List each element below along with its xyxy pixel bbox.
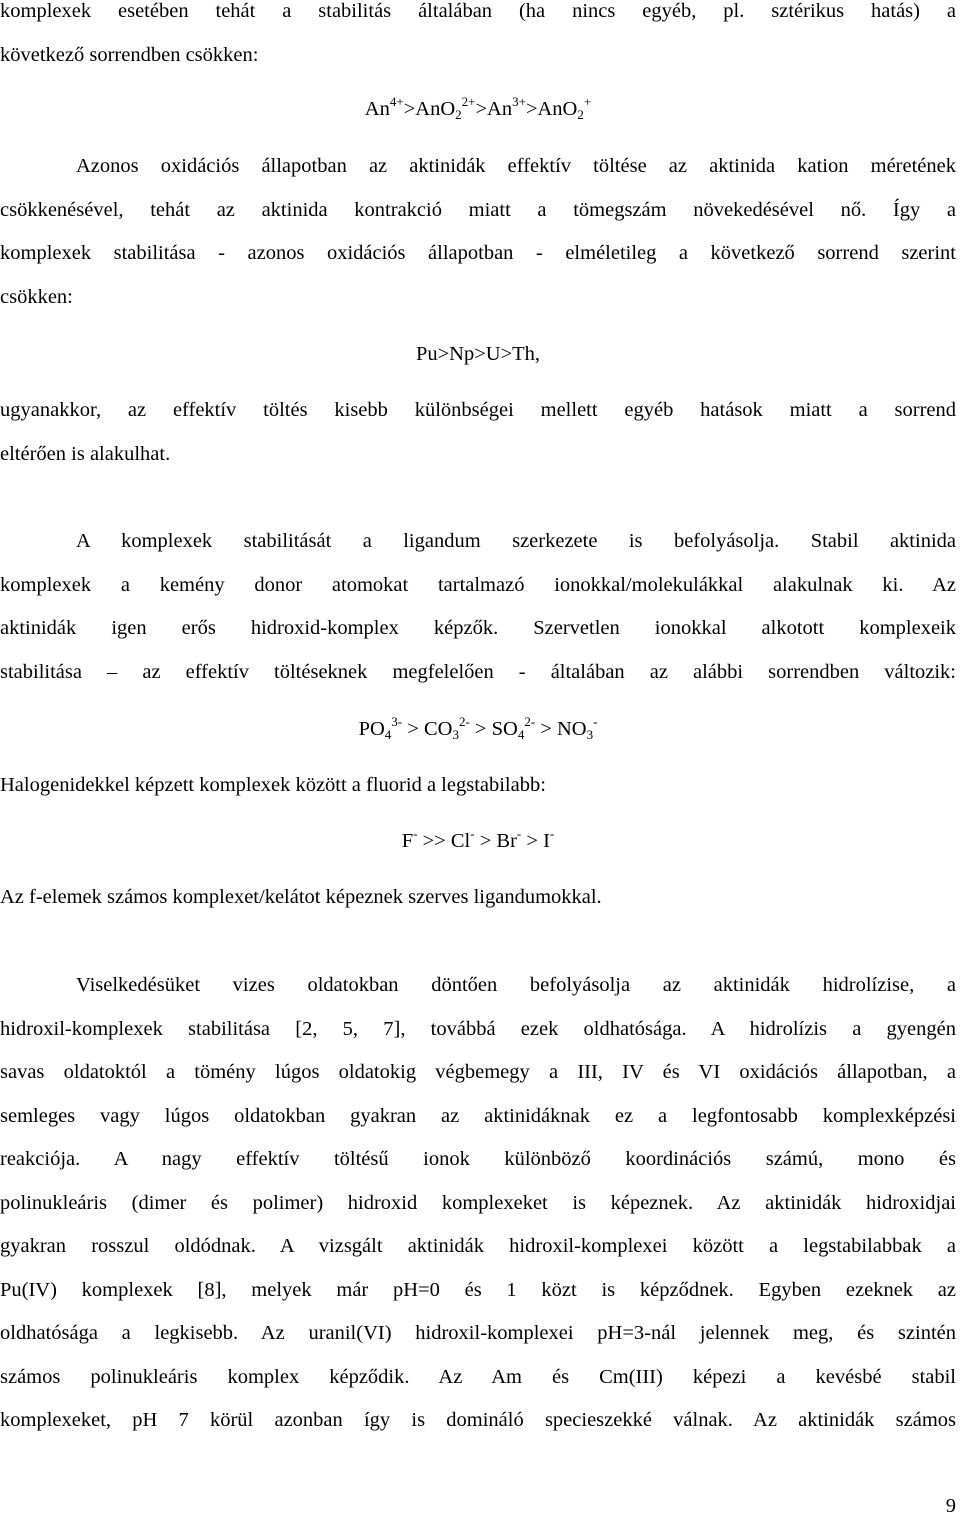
formula-sup: 2- (458, 714, 470, 729)
formula-sup: - (470, 826, 475, 841)
paragraph-f-elements (0, 876, 956, 920)
paragraph-however (0, 389, 956, 476)
text-line: csökken: (0, 285, 73, 308)
formula-text: Pu>Np>U>Th, (415, 343, 541, 365)
formula-term: Br (496, 830, 517, 852)
text-line: Pu(IV) komplexek [8], melyek már pH=0 és 1 közt is képződnek. Egyben ezeknek az (0, 1278, 956, 1301)
formula-sup: - (516, 826, 522, 841)
formula-operator: > (402, 718, 424, 740)
formula-sup: 3+ (512, 94, 526, 109)
formula-term: CO (423, 718, 453, 740)
text-line: ugyanakkor, az effektív töltés kisebb különbségei mellett egyéb hatások miatt a sorrend (0, 399, 956, 421)
formula-operator: > (469, 718, 492, 740)
formula-sup: 2+ (461, 94, 476, 109)
text-line: komplexek esetében tehát a stabilitás általában (ha nincs egyéb, pl. sztérikus hatás) a (0, 0, 956, 22)
text-line: gyakran rosszul oldódnak. A vizsgált aktinidák hidroxil-komplexei között a legstabilabbak a (0, 1235, 956, 1257)
text-line: oldhatósága a legkisebb. Az uranil(VI) hidroxil-komplexei pH=3-nál jelennek meg, és szintén (0, 1322, 956, 1344)
formula-operator: > (535, 718, 557, 740)
text-line: Azonos oxidációs állapotban az aktinidák effektív töltése az aktinida kation méretének (76, 155, 956, 177)
text-line: csökkenésével, tehát az aktinida kontrakció miatt a tömegszám növekedésével nő. Így a (0, 198, 956, 221)
formula-sub: 2 (455, 107, 462, 122)
formula-term: SO (491, 718, 518, 740)
text-line: semleges vagy lúgos oldatokban gyakran az aktinidáknak ez a legfontosabb komplexképzési (0, 1104, 956, 1127)
paragraph-halogenides (0, 764, 956, 808)
formula-sup: - (593, 714, 598, 729)
formula-element-order (0, 333, 956, 377)
formula-sub: 2 (577, 107, 584, 122)
formula-anion-order (0, 708, 956, 752)
paragraph-hydrolysis (0, 964, 956, 1443)
text-line: komplexeket, pH 7 körül azonban így is domináló specieszekké válnak. Az aktinidák számos (0, 1409, 956, 1431)
text-line: stabilitása – az effektív töltéseknek megfelelően - általában az alábbi sorrendben változik: (0, 660, 956, 683)
formula-operator: >> (417, 830, 451, 852)
formula-term: >AnO (403, 98, 456, 120)
text-line: Viselkedésüket vizes oldatokban döntően befolyásolja az aktinidák hidrolízise, a (76, 974, 956, 996)
paragraph-ligand-structure (0, 520, 956, 694)
text-line: reakciója. A nagy effektív töltésű ionok különböző koordinációs számú, mono és (0, 1148, 956, 1170)
formula-sub: 3 (452, 727, 459, 742)
text-line: Az f-elemek számos komplexet/kelátot képeznek szerves ligandumokkal. (0, 886, 602, 908)
formula-sup: + (583, 94, 592, 109)
formula-term: >An (475, 98, 513, 120)
text-line: következő sorrendben csökken: (0, 43, 259, 66)
text-line: számos polinukleáris komplex képződik. Az Am és Cm(III) képezi a kevésbé stabil (0, 1365, 956, 1388)
text-line: aktinidák igen erős hidroxid-komplex képzők. Szervetlen ionokkal alkotott komplexeik (0, 617, 956, 639)
formula-term: PO (358, 718, 385, 740)
paragraph-intro (0, 0, 956, 77)
text-line: komplexek a kemény donor atomokat tartalmazó ionokkal/molekulákkal alakulnak ki. Az (0, 573, 956, 596)
formula-halide-order (0, 820, 956, 864)
formula-sup: 2- (524, 714, 536, 729)
formula-term: I (543, 830, 550, 852)
formula-oxidation-order (0, 88, 956, 132)
formula-operator: > (521, 830, 544, 852)
formula-operator: > (474, 830, 497, 852)
text-line: Halogenidekkel képzett komplexek között a fluorid a legstabilabb: (0, 774, 546, 796)
formula-term: NO (556, 718, 587, 740)
text-line: komplexek stabilitása - azonos oxidációs állapotban - elméletileg a következő sorrend szerint (0, 242, 956, 264)
text-line: hidroxil-komplexek stabilitása [2, 5, 7], továbbá ezek oldhatósága. A hidrolízis a gyengén (0, 1017, 956, 1040)
text-line: A komplexek stabilitását a ligandum szerkezete is befolyásolja. Stabil aktinida (76, 530, 956, 552)
formula-sup: 3- (391, 714, 403, 729)
formula-sub: 4 (517, 727, 525, 742)
formula-sup: 4+ (389, 94, 404, 109)
text-line: savas oldatoktól a tömény lúgos oldatokig végbemegy a III, IV és VI oxidációs állapotban, a (0, 1061, 956, 1083)
text-line: eltérően is alakulhat. (0, 442, 171, 465)
formula-sub: 4 (384, 727, 392, 742)
formula-term: F (401, 830, 414, 852)
paragraph-effective-charge (0, 145, 956, 319)
formula-term: >AnO (525, 98, 578, 120)
formula-sub: 3 (586, 727, 594, 742)
page-number: 9 (945, 1495, 956, 1517)
text-line: polinukleáris (dimer és polimer) hidroxid komplexeket is képeznek. Az aktinidák hidroxidjai (0, 1191, 956, 1214)
formula-sup: - (413, 826, 418, 841)
formula-term: An (364, 98, 390, 120)
formula-sup: - (549, 826, 555, 841)
formula-term: Cl (450, 830, 471, 852)
